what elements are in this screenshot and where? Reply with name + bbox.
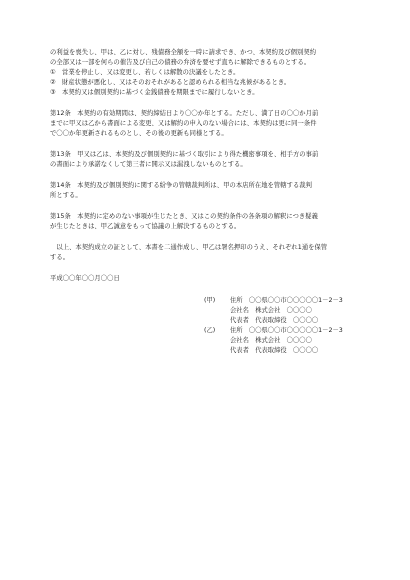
- text-line: の全部又は一部を何らの催告及び自己の債務の弁済を要せず直ちに解除できるものとする。: [50, 59, 311, 66]
- party-a-representative: 代表者 代表取締役 〇〇〇〇: [230, 317, 319, 324]
- text-line: の利益を喪失し、甲は、乙に対し、残債務全額を一時に請求でき、かつ、本契約及び個別契約: [50, 49, 317, 56]
- text-line: 所とする。: [50, 192, 82, 199]
- text-line: が生じたときは、甲乙誠意をもって協議の上解決するものとする。: [50, 223, 241, 230]
- signature-block: [204, 296, 394, 356]
- text-line: で〇〇か年更新されるものとし、その後の更新も同様とする。: [50, 130, 228, 137]
- date-text: 平成〇〇年〇〇月〇〇日: [50, 275, 120, 282]
- party-a-label: (甲): [204, 297, 216, 304]
- text-line: までに甲又は乙から書面による変更、又は解約の申入のない場合には、本契約は更に同一条件: [50, 120, 317, 127]
- party-b-label: (乙): [204, 327, 216, 334]
- text-line: 第12条 本契約の有効期間は、契約締結日より〇〇か年とする。ただし、満了日の〇〇か月前: [50, 110, 319, 117]
- list-item: ② 財産状態が悪化し、又はそのおそれがあると認められる相当な兆候があるとき。: [50, 79, 291, 86]
- list-item: ① 営業を停止し、又は変更し、若しくは解散の決議をしたとき。: [50, 69, 240, 76]
- party-b-representative-row: [204, 346, 394, 356]
- party-b-company: 会社名 株式会社 〇〇〇〇: [230, 337, 312, 344]
- clause-continuation: [50, 48, 368, 98]
- party-a-company: 会社名 株式会社 〇〇〇〇: [230, 307, 312, 314]
- party-b-representative: 代表者 代表取締役 〇〇〇〇: [230, 347, 319, 354]
- contract-date: [50, 274, 368, 284]
- party-a-address-row: [204, 296, 394, 306]
- party-a-company-row: [204, 306, 394, 316]
- article-14: [50, 181, 368, 201]
- list-item: ③ 本契約又は個別契約に基づく金銭債務を期限までに履行しないとき。: [50, 89, 259, 96]
- text-line: 第15条 本契約に定めのない事項が生じたとき、又はこの契約条件の各条項の解釈につき疑義: [50, 213, 318, 220]
- party-b-company-row: [204, 336, 394, 346]
- party-a-representative-row: [204, 316, 394, 326]
- article-15: [50, 212, 368, 232]
- contract-body: [50, 48, 368, 284]
- party-b-address-row: [204, 326, 394, 336]
- text-line: の書面により承諾なくして第三者に開示又は漏洩しないものとする。: [50, 161, 247, 168]
- party-b-address: 住所 〇〇県〇〇市〇〇〇〇〇1－2－3: [230, 327, 343, 334]
- article-13: [50, 150, 368, 170]
- party-a-address: 住所 〇〇県〇〇市〇〇〇〇〇1－2－3: [230, 297, 343, 304]
- closing-statement: [50, 243, 368, 263]
- text-line: 以上、本契約成立の証として、本書を二通作成し、甲乙は署名押印のうえ、それぞれ1通を保管: [50, 244, 328, 251]
- text-line: 第14条 本契約及び個別契約に関する紛争の管轄裁判所は、甲の本店所在地を管轄する裁判: [50, 182, 312, 189]
- text-line: する。: [50, 254, 70, 261]
- text-line: 第13条 甲又は乙は、本契約及び個別契約に基づく取引により得た機密事項を、相手方の事前: [50, 151, 319, 158]
- article-12: [50, 109, 368, 139]
